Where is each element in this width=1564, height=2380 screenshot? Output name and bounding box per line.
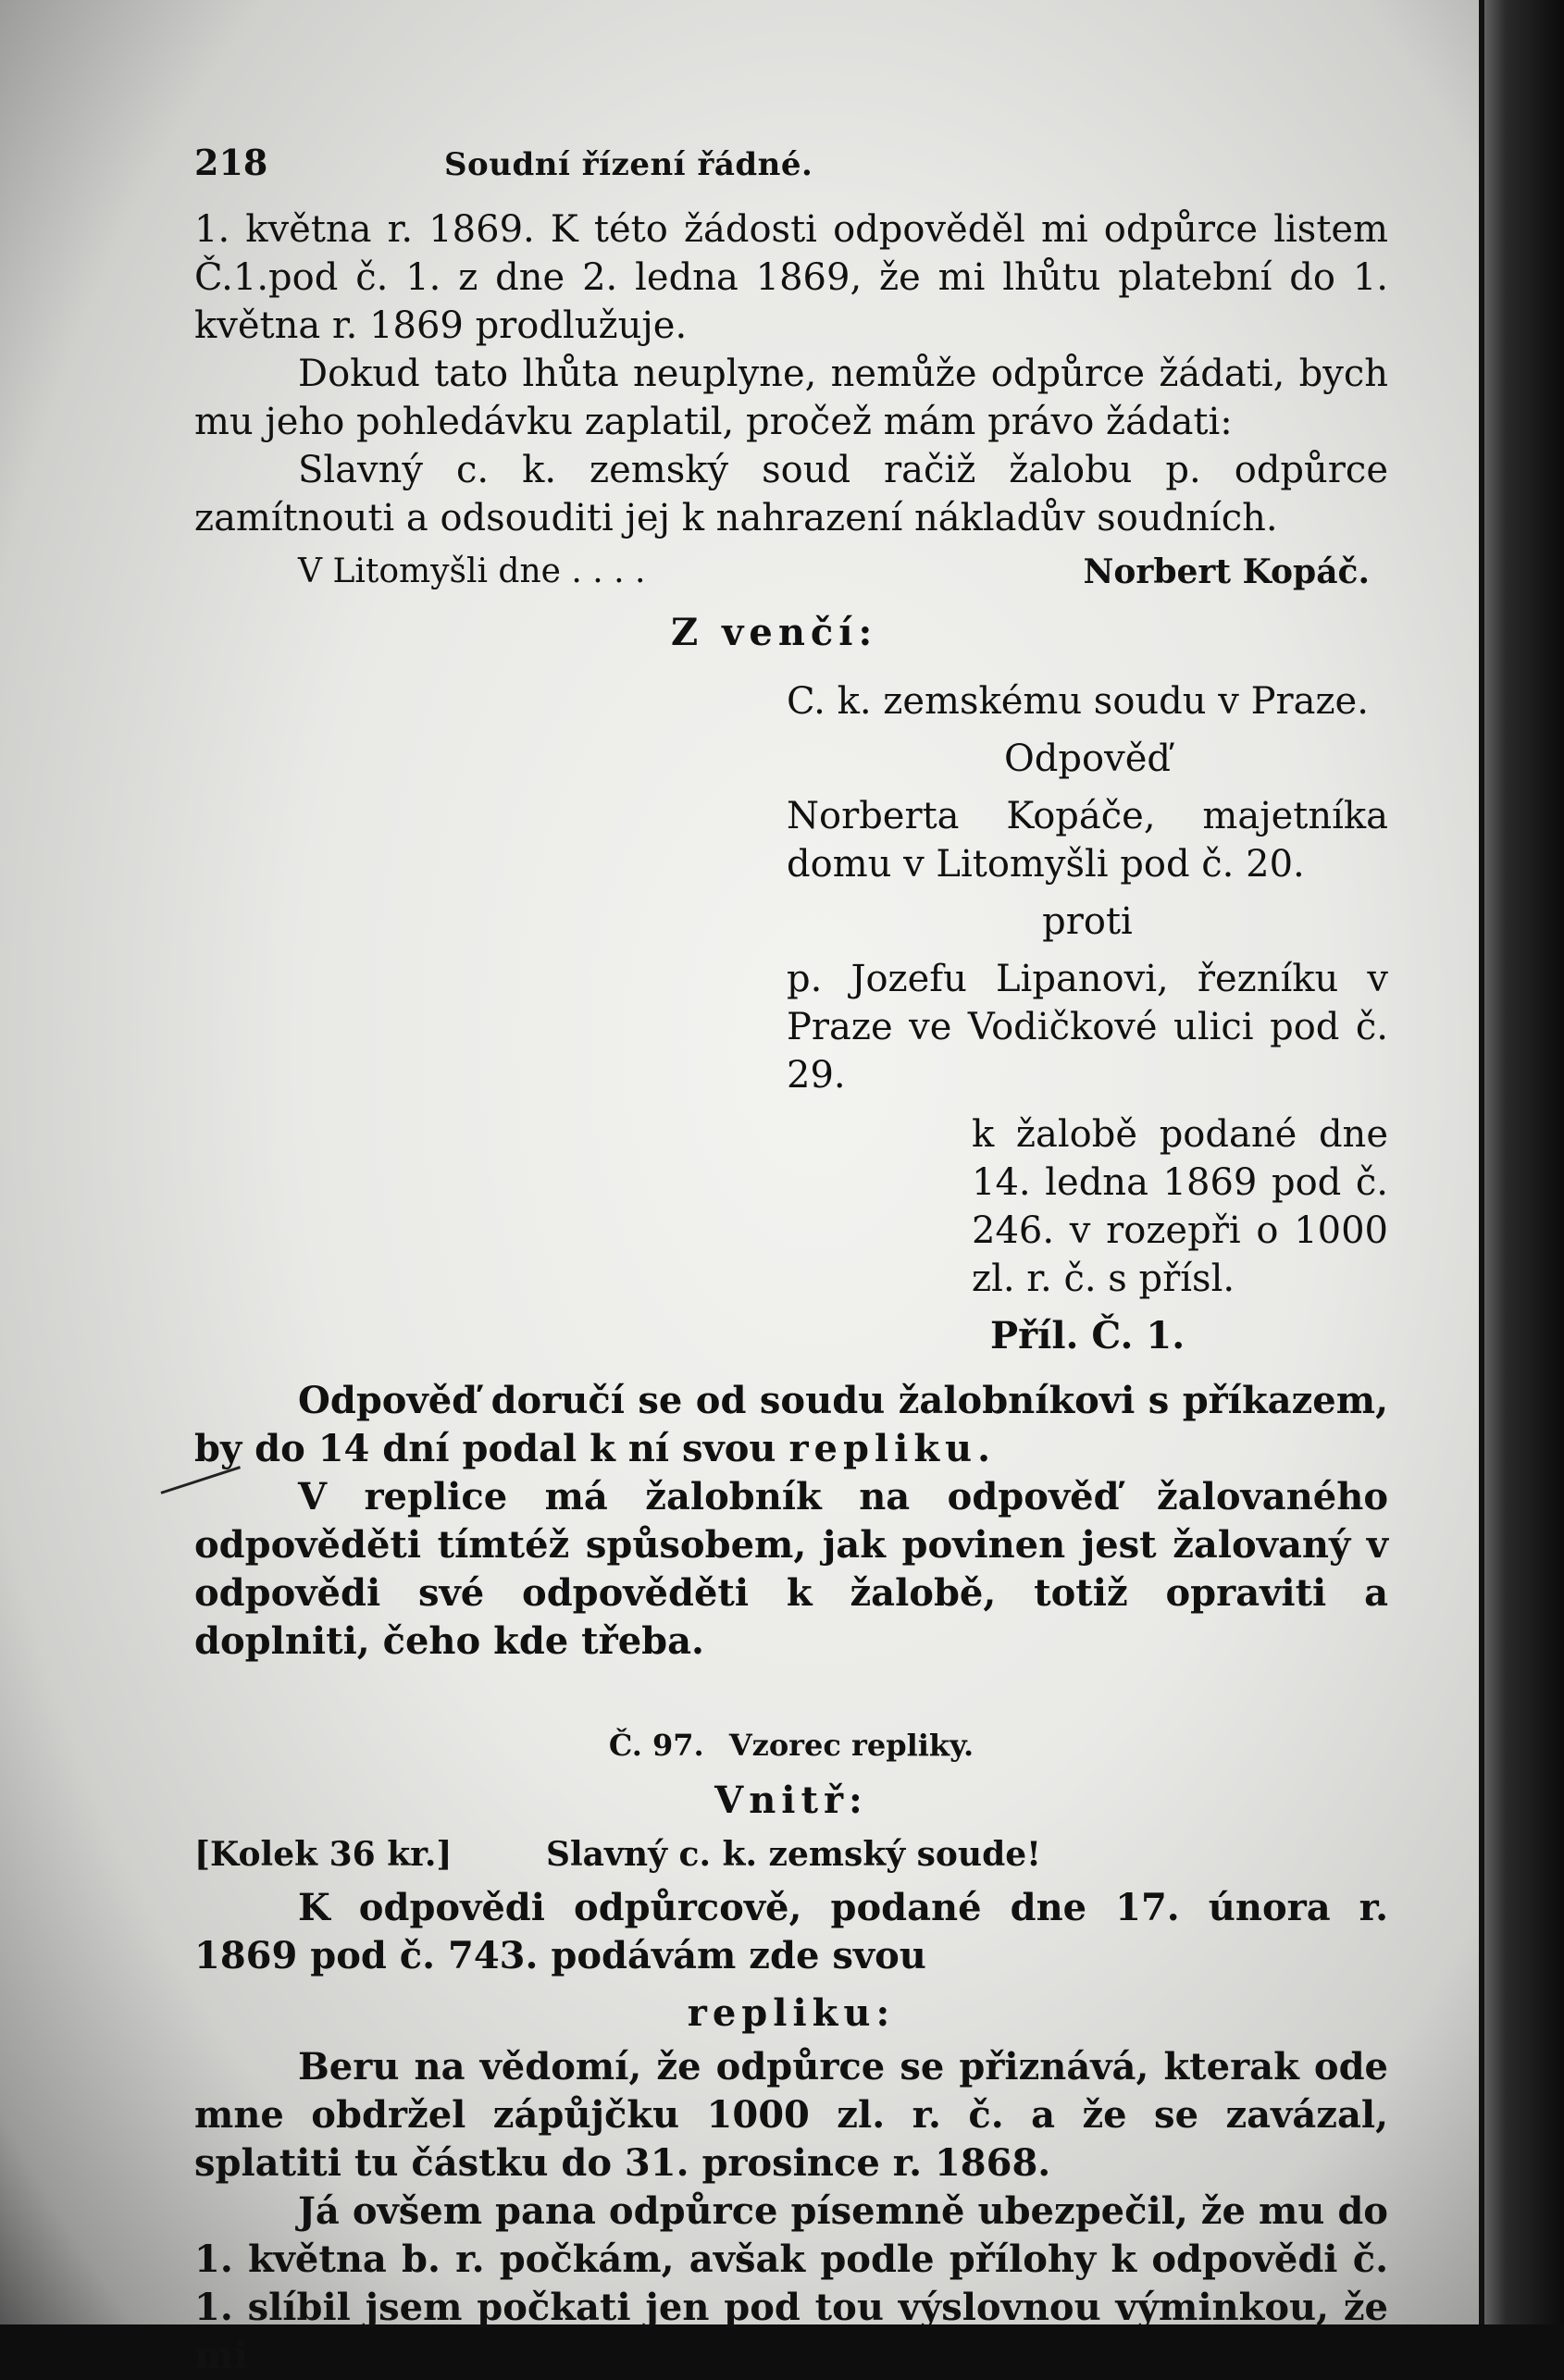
replica-heading-text: repliku:: [687, 1991, 896, 2035]
running-header: [194, 139, 1388, 189]
instruction-term-repliku: repliku: [788, 1427, 978, 1470]
section-number: Č. 97.: [608, 1728, 704, 1763]
interior-heading-text: Vnitř:: [714, 1779, 868, 1822]
replica-heading: [194, 1990, 1388, 2038]
salutation: Slavný c. k. zemský soude!: [546, 1835, 1041, 1874]
signer-name: Norbert Kopáč.: [1083, 552, 1370, 591]
interior-heading: [194, 1777, 1388, 1825]
instruction-paragraph-1: [194, 1377, 1388, 1473]
paragraph-2: Dokud tato lhůta neuplyne, nemůže odpůrce žádati, bych mu jeho pohledávku zaplatil, pročež mám právo žádati:: [194, 353, 1388, 443]
replica-paragraph-1: Beru na vědomí, že odpůrce se přiznává, kterak ode mne obdržel zápůjčku 1000 zl. r. č. a že se zavázal, splatiti tu částku do 31. prosince r. 1868.: [194, 2045, 1388, 2185]
replica-intro: K odpovědi odpůrcově, podané dne 17. února r. 1869 pod č. 743. podávám zde svou: [194, 1886, 1388, 1977]
signature-line: [194, 548, 1388, 596]
instruction-text-c: .: [977, 1427, 991, 1470]
paragraph-3: Slavný c. k. zemský soud račiž žalobu p. odpůrce zamítnouti a odsouditi jej k nahrazení nákladův soudních.: [194, 449, 1388, 539]
page-edge-line: [1479, 0, 1484, 2324]
replica-paragraph-2: Já ovšem pana odpůrce písemně ubezpečil, že mu do 1. května b. r. počkám, avšak podle přílohy k odpovědi č. 1. slíbil jsem počkati jen pod tou výslovnou výminkou, že mi: [194, 2189, 1388, 2377]
paragraph-1: 1. května r. 1869. K této žádosti odpověděl mi odpůrce listem Č.1.pod č. 1. z dne 2. ledna 1869, že mi lhůtu platební do 1. května r. 1869 prodlužuje.: [194, 208, 1388, 347]
place-date: V Litomyšli dne . . . .: [298, 552, 646, 590]
attachment-note: Příl. Č. 1.: [990, 1314, 1185, 1357]
party-name: Norberta Kopáče, majetníka domu v Litomyšli pod č. 20.: [787, 795, 1388, 886]
stamp-note: [Kolek 36 kr.]: [194, 1835, 453, 1874]
exterior-heading-text: Z venčí:: [671, 611, 878, 654]
court-address: C. k. zemskému soudu v Praze.: [787, 680, 1369, 723]
case-subject: k žalobě podané dne 14. ledna 1869 pod č. 246. v rozepři o 1000 zl. r. č. s přísl.: [972, 1113, 1388, 1300]
versus: proti: [1042, 900, 1133, 943]
page-number: 218: [194, 142, 268, 183]
section-title: Vzorec repliky.: [728, 1728, 974, 1763]
exterior-block: [787, 677, 1388, 1360]
opponent-name: p. Jozefu Lipanovi, řezníku v Praze ve Vodičkové ulici pod č. 29.: [787, 958, 1388, 1097]
document-title: Odpověď: [1004, 738, 1171, 780]
book-spine-edge: [1481, 0, 1564, 2324]
instruction-paragraph-2: V replice má žalobník na odpověď žalovaného odpověděti tímtéž spůsobem, jak povinen jest žalovaný v odpovědi své odpověděti k žalobě, totiž opraviti a doplniti, čeho kde třeba.: [194, 1475, 1388, 1663]
stamp-line: [194, 1830, 1388, 1878]
instruction-text-a: Odpověď doručí se od soudu žalobníkovi s příkazem, by do 14 dní podal k ní svou: [194, 1379, 1388, 1470]
exterior-heading: [671, 609, 1388, 657]
section-97-heading: [194, 1721, 1388, 1769]
running-title: Soudní řízení řádné.: [444, 146, 813, 183]
page-content: [194, 139, 1388, 2380]
